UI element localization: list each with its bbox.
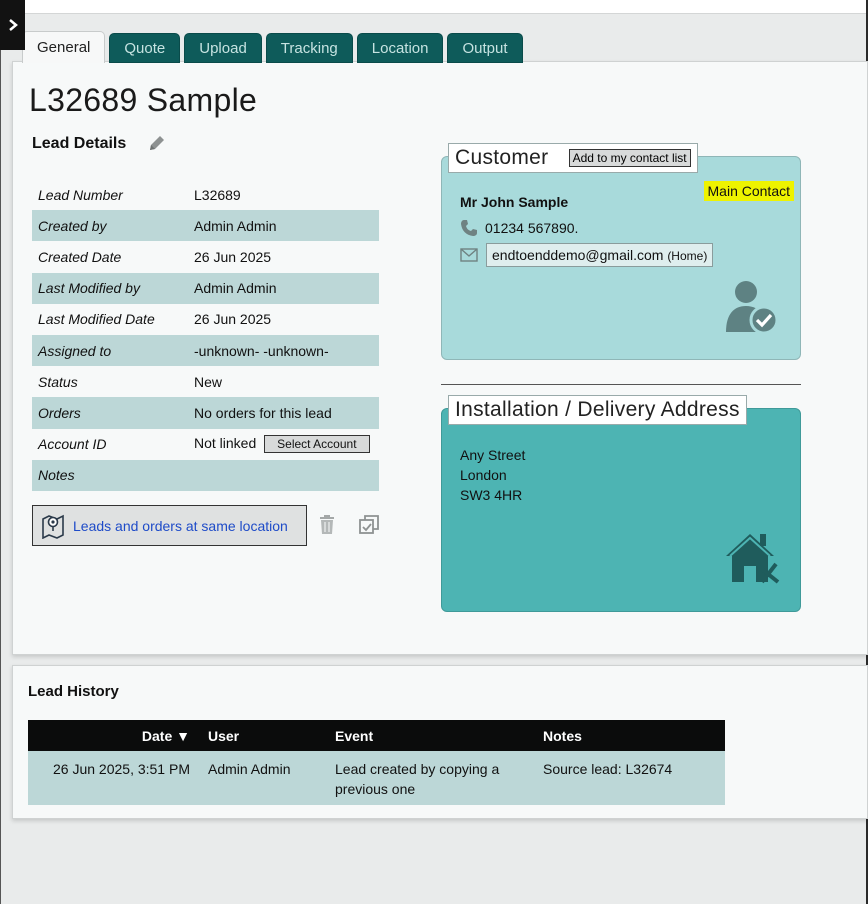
tab-general[interactable]: General [22,31,105,63]
address-line: Any Street [460,447,526,463]
detail-label: Orders [32,397,188,428]
customer-email-row [460,243,713,267]
detail-row [32,366,379,397]
page-title: L32689 Sample [29,82,258,118]
customer-email: endtoenddemo@gmail.com [492,247,664,263]
detail-label: Lead Number [38,186,123,203]
map-pin-icon [41,513,65,539]
trash-icon [319,515,335,535]
tab-location[interactable]: Location [357,33,444,63]
copy-lead-button[interactable] [359,515,379,540]
column-header-notes[interactable]: Notes [537,720,725,751]
lead-history-panel [12,665,868,819]
detail-value-cell [188,429,379,460]
mail-icon [460,248,478,262]
tab-output[interactable]: Output [447,33,522,63]
chevron-right-icon [7,18,19,32]
customer-phone-row [460,219,578,237]
detail-value: -unknown- -unknown- [188,335,379,366]
address-line: SW3 4HR [460,487,523,503]
lead-history-table [28,720,725,805]
detail-row [32,273,379,304]
detail-row [32,429,379,460]
detail-row [32,210,379,241]
sidebar-expand-button[interactable] [0,0,25,50]
customer-email-box[interactable] [486,243,713,267]
detail-value: L32689 [194,186,241,203]
history-user: Admin Admin [202,751,329,805]
detail-row [32,241,379,272]
customer-card [441,146,801,360]
detail-label: Notes [32,460,188,491]
customer-phone[interactable]: 01234 567890. [485,220,579,236]
address-card-title: Installation / Delivery Address [448,395,747,425]
history-event: Lead created by copying a previous one [329,751,537,805]
detail-label: Assigned to [32,335,188,366]
add-to-contacts-button[interactable]: Add to my contact list [569,149,691,167]
detail-value: Not linked [194,435,257,452]
detail-row [32,304,379,335]
detail-row [32,179,379,210]
history-date: 26 Jun 2025, 3:51 PM [28,751,202,805]
detail-label: Account ID [38,436,107,453]
detail-value: Admin Admin [188,210,379,241]
detail-label: Last Modified by [32,273,188,304]
copy-icon [359,515,379,535]
column-header-date[interactable]: Date ▼ [28,720,202,751]
lead-details-heading: Lead Details [32,135,127,152]
table-row [28,751,725,805]
address-lines [460,445,525,505]
main-contact-badge: Main Contact [704,181,794,201]
lead-details-table [32,179,379,491]
left-border [0,50,1,904]
pencil-icon [147,133,167,153]
detail-label: Created by [32,210,188,241]
detail-row [32,397,379,428]
customer-email-type: (Home) [667,249,708,263]
history-notes: Source lead: L32674 [537,751,725,805]
house-tools-icon [724,532,780,589]
tab-upload[interactable]: Upload [184,33,262,63]
detail-value [188,460,379,491]
detail-label: Last Modified Date [38,311,155,328]
same-location-label: Leads and orders at same location [73,517,288,534]
address-card [441,398,801,612]
detail-row [32,335,379,366]
detail-value: No orders for this lead [188,397,379,428]
tab-bar [22,31,527,63]
detail-label: Created Date [38,248,122,265]
customer-card-title: Customer [455,146,549,169]
phone-icon [460,219,478,237]
edit-lead-button[interactable] [147,133,167,158]
top-bar [0,0,868,14]
column-header-event[interactable]: Event [329,720,537,751]
same-location-button[interactable] [32,505,307,546]
table-header-row [28,720,725,751]
customer-card-title-box [448,143,698,173]
detail-value: New [194,373,223,390]
general-panel [12,61,868,655]
detail-row [32,460,379,491]
detail-label: Status [38,373,78,390]
delete-lead-button[interactable] [319,515,335,540]
customer-name: Mr John Sample [460,194,569,210]
address-line: London [460,467,507,483]
tab-quote[interactable]: Quote [109,33,180,63]
tab-tracking[interactable]: Tracking [266,33,353,63]
lead-history-heading: Lead History [28,683,119,700]
contact-person-icon [722,278,780,341]
select-account-button[interactable]: Select Account [264,435,369,453]
section-divider [441,384,801,385]
column-header-user[interactable]: User [202,720,329,751]
detail-value: 26 Jun 2025 [194,311,272,328]
detail-value: Admin Admin [188,273,379,304]
detail-value: 26 Jun 2025 [194,248,272,265]
